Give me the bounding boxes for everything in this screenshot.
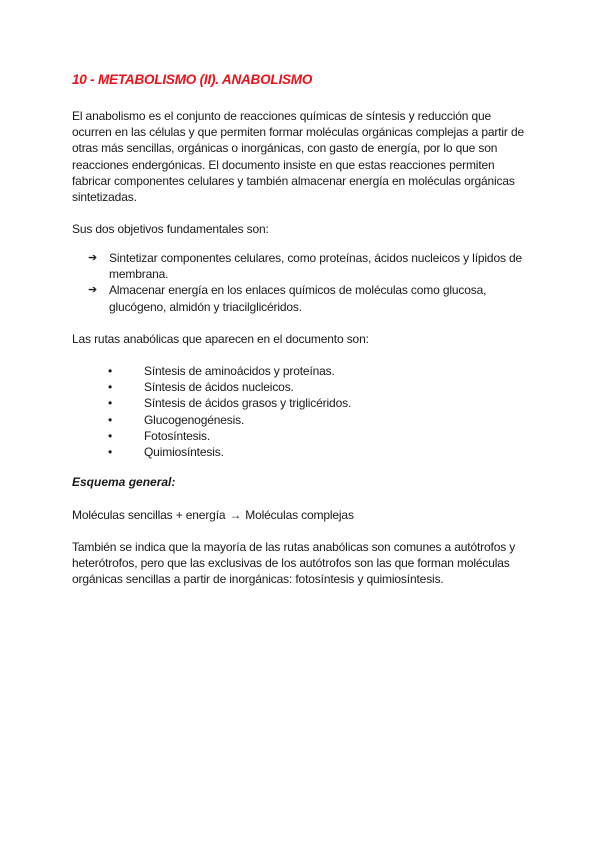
route-text: Síntesis de ácidos grasos y triglicéridos. [144,396,352,411]
objective-text: Sintetizar componentes celulares, como proteínas, ácidos nucleicos y lípidos de membrana. [109,251,523,282]
scheme-heading: Esquema general: [72,475,176,489]
route-text: Fotosíntesis. [144,428,211,443]
list-item [88,282,532,314]
bullet-icon: • [108,396,113,411]
scheme-equation [72,507,532,523]
route-text: Quimiosíntesis. [144,444,224,459]
scheme-right: Moléculas complejas [245,508,354,522]
bullet-icon: • [108,364,113,378]
page-title: 10 - METABOLISMO (II). ANABOLISMO [72,72,313,87]
objectives-intro: Sus dos objetivos fundamentales son: [72,222,269,236]
bullet-icon: • [108,380,113,395]
closing-paragraph: También se indica que la mayoría de las rutas anabólicas son comunes a autótrofos y heterótrofos, pero que las exclusivas de los autótrofos son las que forman moléculas orgánicas sencillas a partir de inorgánicas: fotosíntesis y quimiosíntesis. [72,540,516,587]
scheme-left: Moléculas sencillas + energía [72,508,226,522]
routes-intro: Las rutas anabólicas que aparecen en el documento son: [72,332,369,346]
intro-paragraph: El anabolismo es el conjunto de reacciones químicas de síntesis y reducción que ocurren en las células y que permiten formar moléculas orgánicas complejas a partir de otras más sencillas, orgánicas o inorgánicas, con gasto de energía, por lo que son reacciones endergónicas. El documento insiste en que estas reacciones permiten fabricar componentes celulares y también almacenar energía en moléculas orgánicas sintetizadas. [72,109,524,205]
route-text: Síntesis de aminoácidos y proteínas. [144,364,335,378]
route-text: Glucogenogénesis. [144,412,245,427]
bullet-icon: • [108,444,113,459]
bullet-icon: • [108,428,113,443]
list-item [108,363,508,379]
objectives-list [88,250,532,315]
list-item [108,444,508,460]
arrow-right-icon: ➔ [88,284,98,297]
list-item [108,412,508,428]
list-item [108,379,508,395]
routes-list [108,363,508,460]
bullet-icon: • [108,412,113,427]
objective-text: Almacenar energía en los enlaces químicos de moléculas como glucosa, glucógeno, almidón y triacilglicéridos. [109,283,487,314]
list-item [108,428,508,444]
route-text: Síntesis de ácidos nucleicos. [144,380,294,395]
arrow-right-icon: ➔ [88,252,98,264]
arrow-right-icon: → [229,508,242,522]
list-item [88,250,532,282]
list-item [108,395,508,411]
